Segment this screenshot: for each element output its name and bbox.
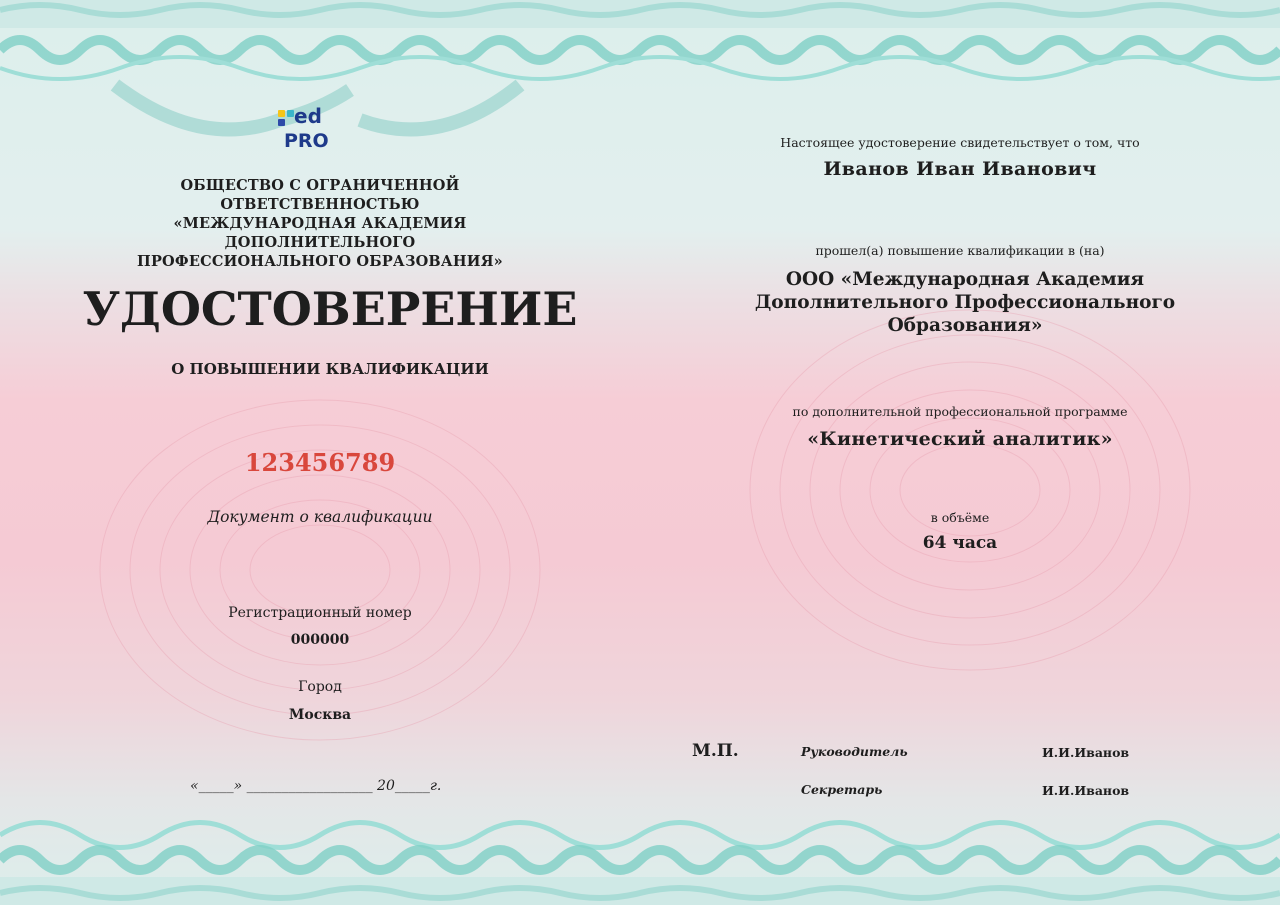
training-statement: прошел(а) повышение квалификации в (на) [815,243,1105,258]
issuer-line-3: ПРОФЕССИОНАЛЬНОГО ОБРАЗОВАНИЯ» [137,253,503,270]
training-organization-line-3: Образования» [887,315,1043,336]
logo-square-blue [278,119,285,126]
volume-label: в объёме [930,510,990,525]
signature-role-secretary: Секретарь [801,782,883,797]
holder-name: Иванов Иван Иванович [823,158,1097,180]
left-rosette-ornament [80,380,560,760]
registration-number-value: 000000 [290,632,350,648]
program-name: «Кинетический аналитик» [807,428,1113,450]
city-value: Москва [288,707,352,723]
document-subtitle: О ПОВЫШЕНИИ КВАЛИФИКАЦИИ [171,360,489,378]
volume-value: 64 часа [922,533,998,553]
edpro-logo [276,104,346,164]
document-number: 123456789 [244,448,396,477]
logo-square-teal [287,110,294,117]
issuer-line-2: «МЕЖДУНАРОДНАЯ АКАДЕМИЯ ДОПОЛНИТЕЛЬНОГО [173,215,467,251]
city-label: Город [298,679,342,695]
logo-text-pro: PRO [284,130,329,152]
issuer-organization-name [90,176,550,271]
top-ornament-band [0,0,1280,150]
logo-square-yellow [278,110,285,117]
program-label: по дополнительной профессиональной программе [792,404,1128,419]
right-rosette-ornament [730,290,1210,690]
certificate-intro: Настоящее удостоверение свидетельствует о том, что [780,135,1140,150]
training-organization-line-1: ООО «Международная Академия [785,269,1145,290]
document-title: УДОСТОВЕРЕНИЕ [82,282,578,336]
signature-role-director: Руководитель [801,744,908,759]
bottom-ornament-band [0,805,1280,905]
training-organization [700,268,1230,337]
signature-name-secretary: И.И.Иванов [1042,783,1130,798]
training-organization-line-2: Дополнительного Профессионального [754,292,1176,313]
issuer-line-1: ОБЩЕСТВО С ОГРАНИЧЕННОЙ ОТВЕТСТВЕННОСТЬЮ [180,177,460,213]
signature-name-director: И.И.Иванов [1042,745,1130,760]
logo-text-ed: ed [294,104,322,128]
document-type: Документ о квалификации [207,508,433,526]
registration-number-label: Регистрационный номер [228,605,412,621]
stamp-place-mark: М.П. [692,741,739,761]
issue-date-line: «_____» __________________ 20_____г. [190,778,442,794]
